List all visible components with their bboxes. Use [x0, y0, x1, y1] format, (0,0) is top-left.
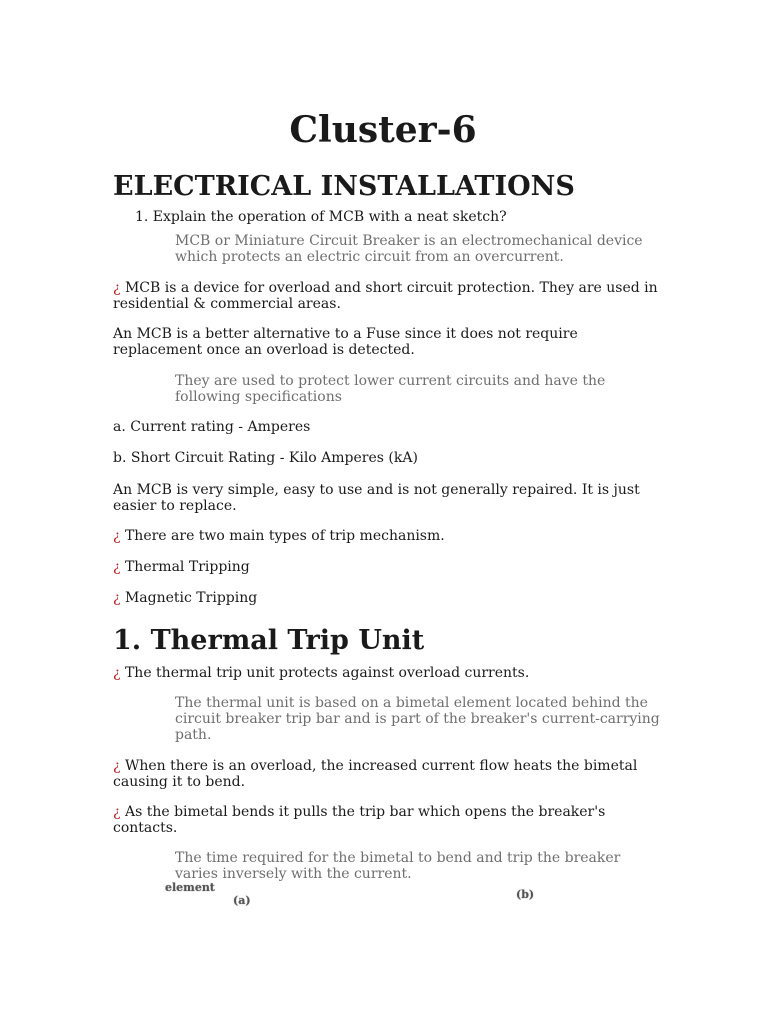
figure-label-a: (a)	[233, 894, 251, 907]
bimetal-description: The thermal unit is based on a bimetal element located behind the circuit breaker trip bar and is part of the breaker's current-carrying path.	[175, 695, 660, 743]
question-item: 1. Explain the operation of MCB with a neat sketch?	[135, 209, 507, 225]
mcb-simple-paragraph: An MCB is very simple, easy to use and is not generally repaired. It is just easier to replace.	[113, 482, 640, 514]
bullet-marker: ¿	[113, 804, 121, 820]
thermal-tripping-item	[113, 559, 658, 575]
spec-short-circuit-rating: b. Short Circuit Rating - Kilo Amperes (kA)	[113, 450, 418, 466]
trip-types-paragraph	[113, 528, 658, 544]
spec-current-rating: a. Current rating - Amperes	[113, 419, 311, 435]
bullet-marker: ¿	[113, 559, 121, 575]
bullet-marker: ¿	[113, 280, 121, 296]
bullet-marker: ¿	[113, 528, 121, 544]
mcb-protection-text: MCB is a device for overload and short circuit protection. They are used in residential & commercial areas.	[113, 280, 658, 312]
trip-types-text: There are two main types of trip mechanism.	[124, 528, 445, 544]
mcb-vs-fuse-paragraph: An MCB is a better alternative to a Fuse since it does not require replacement once an overload is detected.	[113, 326, 578, 358]
overload-text: When there is an overload, the increased current flow heats the bimetal causing it to bend.	[113, 758, 638, 790]
magnetic-tripping-item	[113, 590, 658, 606]
trip-time-description: The time required for the bimetal to bend and trip the breaker varies inversely with the current.	[175, 850, 621, 882]
figure-element-label: element	[165, 881, 215, 894]
mcb-protection-paragraph	[113, 280, 658, 312]
specs-intro: They are used to protect lower current circuits and have the following specifications	[175, 373, 606, 405]
thermal-protects-text: The thermal trip unit protects against overload currents.	[124, 665, 530, 681]
page-title: Cluster-6	[289, 109, 477, 151]
section-heading: ELECTRICAL INSTALLATIONS	[113, 171, 575, 202]
bullet-marker: ¿	[113, 758, 121, 774]
overload-paragraph	[113, 758, 658, 790]
bullet-marker: ¿	[113, 665, 121, 681]
figure-label-b: (b)	[516, 888, 535, 901]
magnetic-tripping-text: Magnetic Tripping	[124, 590, 258, 606]
thermal-trip-unit-heading: 1. Thermal Trip Unit	[113, 625, 425, 656]
thermal-protects-paragraph	[113, 665, 658, 681]
thermal-tripping-text: Thermal Tripping	[124, 559, 250, 575]
bullet-marker: ¿	[113, 590, 121, 606]
mcb-definition: MCB or Miniature Circuit Breaker is an electromechanical device which protects an electric circuit from an overcurrent.	[175, 233, 643, 265]
bimetal-bends-paragraph	[113, 804, 658, 836]
bimetal-bends-text: As the bimetal bends it pulls the trip bar which opens the breaker's contacts.	[113, 804, 606, 836]
